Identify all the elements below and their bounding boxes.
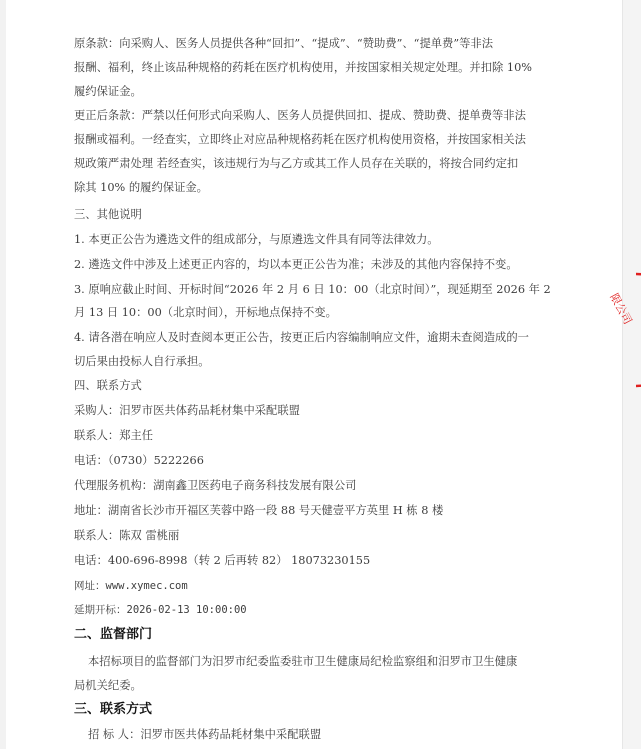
agency-address: 地址：湖南省长沙市开福区芙蓉中路一段 88 号天健壹平方英里 H 栋 8 楼 xyxy=(74,504,444,517)
original-clause-line-1: 原条款：向采购人、医务人员提供各种“回扣”、“提成”、“赞助费”、“提单费”等非法 xyxy=(74,37,494,50)
purchaser-phone: 电话：（0730）5222266 xyxy=(74,454,204,467)
note-1: 1. 本更正公告为遴选文件的组成部分，与原遴选文件具有同等法律效力。 xyxy=(74,233,439,246)
agency: 代理服务机构：湖南鑫卫医药电子商务科技发展有限公司 xyxy=(74,479,357,492)
tenderer: 招 标 人：汨罗市医共体药品耗材集中采配联盟 xyxy=(88,728,322,741)
note-2: 2. 遴选文件中涉及上述更正内容的，均以本更正公告为准；未涉及的其他内容保持不变。 xyxy=(74,258,518,271)
revised-clause-line-4: 除其 10% 的履约保证金。 xyxy=(74,181,208,194)
postponed-opening: 延期开标：2026-02-13 10:00:00 xyxy=(74,604,247,616)
supervision-text-line-1: 本招标项目的监督部门为汨罗市纪委监委驻市卫生健康局纪检监察组和汨罗市卫生健康 xyxy=(88,655,518,668)
page-left-rim xyxy=(0,0,6,749)
contact-heading: 三、联系方式 xyxy=(74,702,153,717)
agency-contacts: 联系人：陈双 雷桃丽 xyxy=(74,529,180,542)
revised-clause-line-3: 规政策严肃处理 若经查实，该违规行为与乙方或其工作人员存在关联的，将按合同约定扣 xyxy=(74,157,519,170)
purchaser-contact: 联系人：郑主任 xyxy=(74,429,154,442)
note-3-line-2: 月 13 日 10：00（北京时间），开标地点保持不变。 xyxy=(74,306,337,319)
section-contact-heading: 四、联系方式 xyxy=(74,379,142,392)
original-clause-line-3: 履约保证金。 xyxy=(74,85,142,98)
original-clause-line-2: 报酬、福利，终止该品种规格的药耗在医疗机构使用，并按国家相关规定处理。并扣除 10% xyxy=(74,61,532,74)
seal-text: 限公司 xyxy=(607,291,635,327)
note-3-line-1: 3. 原响应截止时间、开标时间“2026 年 2 月 6 日 10：00（北京时间）”，现延期至 2026 年 2 xyxy=(74,283,551,296)
revised-clause-line-1: 更正后条款：严禁以任何形式向采购人、医务人员提供回扣、提成、赞助费、提单费等非法 xyxy=(74,109,526,122)
supervision-text-line-2: 局机关纪委。 xyxy=(74,679,142,692)
note-4-line-2: 切后果由投标人自行承担。 xyxy=(74,355,210,368)
agency-phone: 电话：400-696-8998（转 2 后再转 82） 18073230155 xyxy=(74,554,371,567)
agency-website: 网址：www.xymec.com xyxy=(74,580,188,592)
supervision-heading: 二、监督部门 xyxy=(74,627,153,642)
section-other-notes-heading: 三、其他说明 xyxy=(74,208,142,221)
note-4-line-1: 4. 请各潜在响应人及时查阅本更正公告，按更正后内容编制响应文件，逾期未查阅造成的一 xyxy=(74,331,529,344)
purchaser: 采购人：汨罗市医共体药品耗材集中采配联盟 xyxy=(74,404,300,417)
revised-clause-line-2: 报酬或福利。一经查实，立即终止对应品种规格药耗在医疗机构使用资格，并按国家相关法 xyxy=(74,133,526,146)
company-seal-stamp xyxy=(596,270,641,390)
